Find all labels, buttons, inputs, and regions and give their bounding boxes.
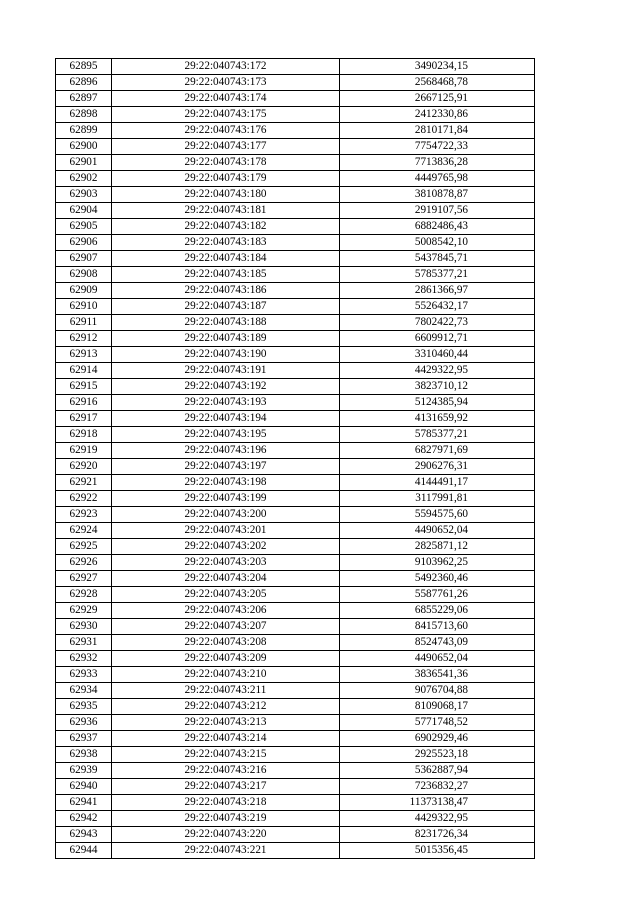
table-row [56,251,535,267]
table-row [56,667,535,683]
row-number-cell: 62921 [56,475,112,491]
cadastral-value-cell: 3490234,15 [340,59,535,75]
row-number-cell: 62907 [56,251,112,267]
row-number-cell: 62904 [56,203,112,219]
table-row [56,315,535,331]
cadastral-number-cell: 29:22:040743:176 [112,123,340,139]
row-number-cell: 62917 [56,411,112,427]
cadastral-value-cell: 6902929,46 [340,731,535,747]
table-row [56,139,535,155]
cadastral-number-cell: 29:22:040743:190 [112,347,340,363]
table-row [56,843,535,859]
row-number-cell: 62900 [56,139,112,155]
cadastral-value-cell: 8524743,09 [340,635,535,651]
table-row [56,75,535,91]
cadastral-number-cell: 29:22:040743:191 [112,363,340,379]
table-row [56,779,535,795]
table-row [56,571,535,587]
table-row [56,235,535,251]
row-number-cell: 62920 [56,459,112,475]
cadastral-value-cell: 7713836,28 [340,155,535,171]
cadastral-number-cell: 29:22:040743:180 [112,187,340,203]
cadastral-value-cell: 2925523,18 [340,747,535,763]
cadastral-number-cell: 29:22:040743:183 [112,235,340,251]
cadastral-number-cell: 29:22:040743:212 [112,699,340,715]
cadastral-value-cell: 8415713,60 [340,619,535,635]
table-body [56,59,535,859]
cadastral-value-cell: 5594575,60 [340,507,535,523]
row-number-cell: 62924 [56,523,112,539]
cadastral-number-cell: 29:22:040743:177 [112,139,340,155]
row-number-cell: 62906 [56,235,112,251]
row-number-cell: 62916 [56,395,112,411]
cadastral-value-cell: 9103962,25 [340,555,535,571]
cadastral-number-cell: 29:22:040743:215 [112,747,340,763]
cadastral-value-cell: 4490652,04 [340,651,535,667]
table-row [56,603,535,619]
cadastral-number-cell: 29:22:040743:182 [112,219,340,235]
table-row [56,795,535,811]
cadastral-number-cell: 29:22:040743:207 [112,619,340,635]
row-number-cell: 62936 [56,715,112,731]
cadastral-value-cell: 3117991,81 [340,491,535,507]
row-number-cell: 62908 [56,267,112,283]
table-row [56,107,535,123]
row-number-cell: 62905 [56,219,112,235]
row-number-cell: 62896 [56,75,112,91]
row-number-cell: 62929 [56,603,112,619]
cadastral-number-cell: 29:22:040743:175 [112,107,340,123]
cadastral-value-cell: 3823710,12 [340,379,535,395]
cadastral-number-cell: 29:22:040743:200 [112,507,340,523]
table-row [56,267,535,283]
cadastral-value-cell: 6882486,43 [340,219,535,235]
cadastral-value-cell: 2568468,78 [340,75,535,91]
row-number-cell: 62940 [56,779,112,795]
table-row [56,475,535,491]
table-row [56,379,535,395]
cadastral-number-cell: 29:22:040743:198 [112,475,340,491]
row-number-cell: 62938 [56,747,112,763]
cadastral-number-cell: 29:22:040743:218 [112,795,340,811]
table-row [56,91,535,107]
cadastral-value-cell: 4429322,95 [340,811,535,827]
cadastral-value-cell: 3810878,87 [340,187,535,203]
row-number-cell: 62930 [56,619,112,635]
table-row [56,59,535,75]
table-row [56,635,535,651]
cadastral-number-cell: 29:22:040743:179 [112,171,340,187]
row-number-cell: 62899 [56,123,112,139]
cadastral-value-cell: 7236832,27 [340,779,535,795]
cadastral-value-cell: 8109068,17 [340,699,535,715]
table-row [56,683,535,699]
cadastral-number-cell: 29:22:040743:206 [112,603,340,619]
cadastral-value-cell: 5015356,45 [340,843,535,859]
row-number-cell: 62903 [56,187,112,203]
row-number-cell: 62933 [56,667,112,683]
table-row [56,491,535,507]
table-row [56,187,535,203]
row-number-cell: 62943 [56,827,112,843]
cadastral-value-cell: 5437845,71 [340,251,535,267]
cadastral-value-cell: 5526432,17 [340,299,535,315]
cadastral-value-cell: 2667125,91 [340,91,535,107]
row-number-cell: 62910 [56,299,112,315]
table-row [56,411,535,427]
row-number-cell: 62942 [56,811,112,827]
table-row [56,699,535,715]
table-row [56,523,535,539]
row-number-cell: 62895 [56,59,112,75]
table-row [56,155,535,171]
cadastral-value-cell: 5008542,10 [340,235,535,251]
row-number-cell: 62914 [56,363,112,379]
cadastral-value-cell: 2825871,12 [340,539,535,555]
row-number-cell: 62919 [56,443,112,459]
table-row [56,219,535,235]
cadastral-number-cell: 29:22:040743:197 [112,459,340,475]
row-number-cell: 62911 [56,315,112,331]
cadastral-value-cell: 11373138,47 [340,795,535,811]
cadastral-number-cell: 29:22:040743:184 [112,251,340,267]
row-number-cell: 62901 [56,155,112,171]
cadastral-value-cell: 5492360,46 [340,571,535,587]
table-row [56,731,535,747]
cadastral-number-cell: 29:22:040743:213 [112,715,340,731]
table-row [56,827,535,843]
cadastral-number-cell: 29:22:040743:193 [112,395,340,411]
cadastral-value-cell: 2919107,56 [340,203,535,219]
table-row [56,555,535,571]
table-row [56,763,535,779]
cadastral-value-cell: 5785377,21 [340,267,535,283]
table-row [56,507,535,523]
cadastral-value-cell: 2412330,86 [340,107,535,123]
table-row [56,619,535,635]
cadastral-value-cell: 8231726,34 [340,827,535,843]
table-row [56,651,535,667]
cadastral-number-cell: 29:22:040743:189 [112,331,340,347]
cadastral-number-cell: 29:22:040743:221 [112,843,340,859]
cadastral-value-cell: 6827971,69 [340,443,535,459]
row-number-cell: 62937 [56,731,112,747]
cadastral-number-cell: 29:22:040743:209 [112,651,340,667]
cadastral-value-cell: 9076704,88 [340,683,535,699]
table-row [56,203,535,219]
row-number-cell: 62927 [56,571,112,587]
cadastral-number-cell: 29:22:040743:199 [112,491,340,507]
cadastral-value-cell: 5362887,94 [340,763,535,779]
cadastral-value-cell: 5124385,94 [340,395,535,411]
cadastral-number-cell: 29:22:040743:210 [112,667,340,683]
row-number-cell: 62928 [56,587,112,603]
table-row [56,747,535,763]
cadastral-number-cell: 29:22:040743:194 [112,411,340,427]
cadastral-number-cell: 29:22:040743:196 [112,443,340,459]
cadastral-number-cell: 29:22:040743:217 [112,779,340,795]
cadastral-number-cell: 29:22:040743:201 [112,523,340,539]
table-row [56,539,535,555]
table-row [56,331,535,347]
row-number-cell: 62944 [56,843,112,859]
row-number-cell: 62912 [56,331,112,347]
cadastral-value-cell: 4429322,95 [340,363,535,379]
table-row [56,363,535,379]
row-number-cell: 62931 [56,635,112,651]
table-row [56,427,535,443]
table-row [56,283,535,299]
cadastral-value-cell: 5785377,21 [340,427,535,443]
row-number-cell: 62918 [56,427,112,443]
cadastral-value-cell: 4449765,98 [340,171,535,187]
cadastral-number-cell: 29:22:040743:216 [112,763,340,779]
row-number-cell: 62926 [56,555,112,571]
cadastral-value-cell: 6609912,71 [340,331,535,347]
table-row [56,123,535,139]
row-number-cell: 62935 [56,699,112,715]
cadastral-number-cell: 29:22:040743:204 [112,571,340,587]
table-row [56,347,535,363]
cadastral-number-cell: 29:22:040743:187 [112,299,340,315]
cadastral-value-cell: 4144491,17 [340,475,535,491]
row-number-cell: 62923 [56,507,112,523]
cadastral-number-cell: 29:22:040743:203 [112,555,340,571]
cadastral-number-cell: 29:22:040743:219 [112,811,340,827]
cadastral-value-cell: 5771748,52 [340,715,535,731]
row-number-cell: 62925 [56,539,112,555]
cadastral-number-cell: 29:22:040743:205 [112,587,340,603]
table-row [56,459,535,475]
row-number-cell: 62909 [56,283,112,299]
cadastral-number-cell: 29:22:040743:185 [112,267,340,283]
cadastral-number-cell: 29:22:040743:220 [112,827,340,843]
cadastral-number-cell: 29:22:040743:208 [112,635,340,651]
cadastral-value-table [55,58,535,859]
row-number-cell: 62939 [56,763,112,779]
table-row [56,395,535,411]
cadastral-number-cell: 29:22:040743:178 [112,155,340,171]
row-number-cell: 62902 [56,171,112,187]
row-number-cell: 62922 [56,491,112,507]
row-number-cell: 62913 [56,347,112,363]
cadastral-number-cell: 29:22:040743:214 [112,731,340,747]
cadastral-value-cell: 4490652,04 [340,523,535,539]
row-number-cell: 62932 [56,651,112,667]
cadastral-number-cell: 29:22:040743:172 [112,59,340,75]
table-row [56,171,535,187]
cadastral-value-cell: 3310460,44 [340,347,535,363]
cadastral-value-cell: 5587761,26 [340,587,535,603]
table-row [56,811,535,827]
cadastral-number-cell: 29:22:040743:202 [112,539,340,555]
cadastral-number-cell: 29:22:040743:188 [112,315,340,331]
cadastral-number-cell: 29:22:040743:174 [112,91,340,107]
cadastral-value-cell: 6855229,06 [340,603,535,619]
cadastral-value-cell: 3836541,36 [340,667,535,683]
cadastral-value-cell: 7754722,33 [340,139,535,155]
cadastral-number-cell: 29:22:040743:186 [112,283,340,299]
cadastral-number-cell: 29:22:040743:192 [112,379,340,395]
cadastral-value-cell: 2861366,97 [340,283,535,299]
cadastral-value-cell: 2810171,84 [340,123,535,139]
table-row [56,715,535,731]
cadastral-value-cell: 7802422,73 [340,315,535,331]
cadastral-number-cell: 29:22:040743:211 [112,683,340,699]
table-row [56,299,535,315]
cadastral-value-cell: 2906276,31 [340,459,535,475]
table-row [56,443,535,459]
row-number-cell: 62934 [56,683,112,699]
cadastral-number-cell: 29:22:040743:195 [112,427,340,443]
row-number-cell: 62941 [56,795,112,811]
table-row [56,587,535,603]
row-number-cell: 62898 [56,107,112,123]
cadastral-number-cell: 29:22:040743:173 [112,75,340,91]
cadastral-number-cell: 29:22:040743:181 [112,203,340,219]
cadastral-value-cell: 4131659,92 [340,411,535,427]
row-number-cell: 62897 [56,91,112,107]
row-number-cell: 62915 [56,379,112,395]
